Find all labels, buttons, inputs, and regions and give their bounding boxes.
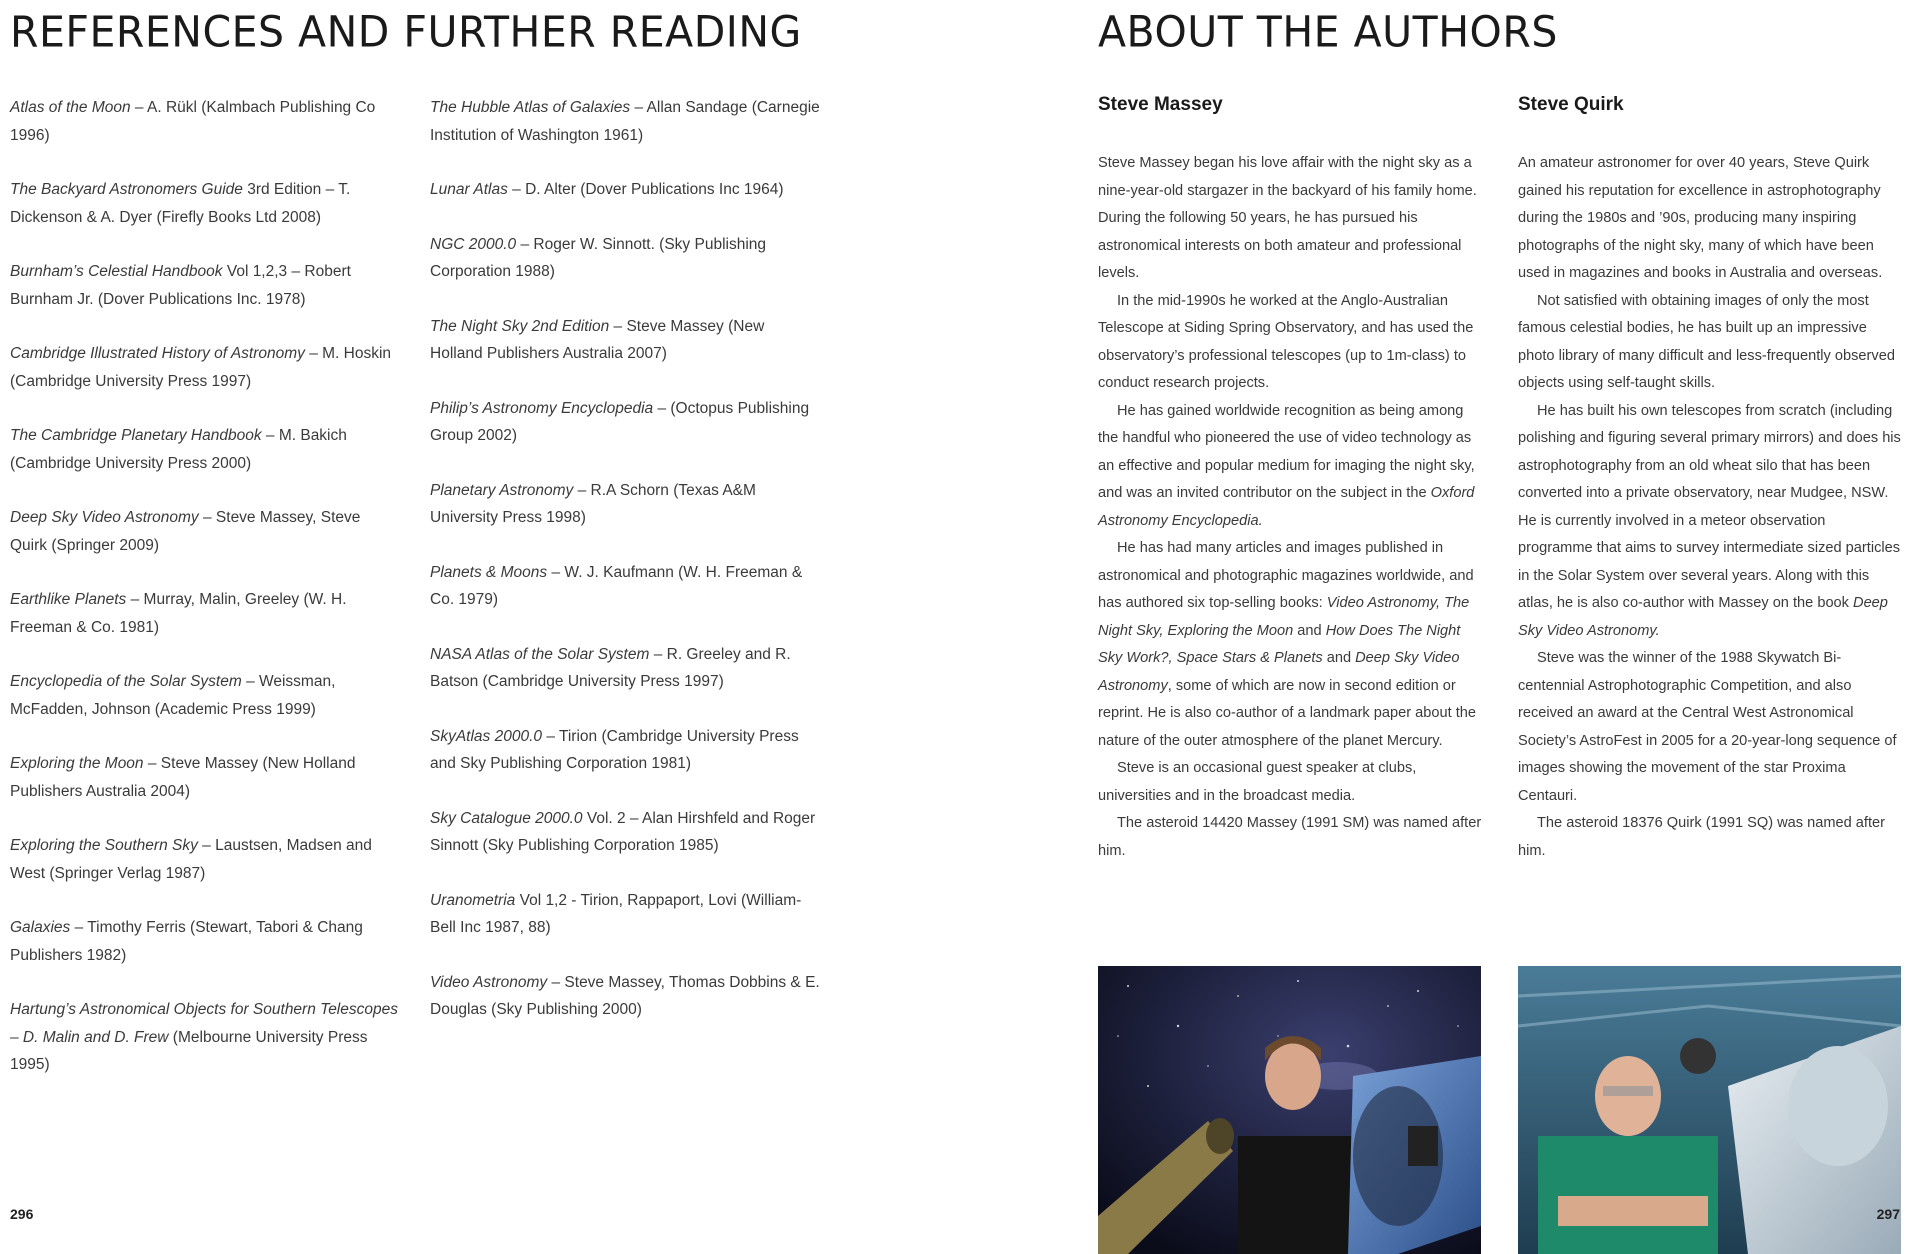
bio-paragraph [1518, 288, 1902, 398]
reference-details: – Allan Sandage (Carnegie Institution of Washington 1961) [430, 99, 820, 144]
reference-entry [430, 231, 820, 286]
bio-paragraph [1098, 398, 1482, 536]
references-column-2 [430, 94, 820, 1051]
telescope-portrait-image [1098, 966, 1481, 1254]
reference-details: – W. J. Kaufmann (W. H. Freeman & Co. 1979) [430, 563, 803, 608]
reference-title: The Night Sky 2nd Edition [430, 317, 610, 335]
reference-entry [430, 395, 820, 450]
left-page [0, 0, 960, 1238]
reference-title: Philip’s Astronomy Encyclopedia [430, 399, 654, 417]
reference-entry [10, 832, 400, 887]
reference-title: NGC 2000.0 [430, 235, 517, 253]
reference-details: – Steve Massey (New Holland Publishers Australia 2007) [430, 317, 765, 362]
bio-text: He has had many articles and images published in astronomical and photographic magazines worldwide, and has authored six top-selling books: [1098, 540, 1474, 611]
bio-paragraph [1518, 810, 1902, 865]
author-column-massey [1098, 94, 1482, 865]
bio-text: He has built his own telescopes from scratch (including polishing and figuring several primary mirrors) and does his astrophotography from an old wheat silo that has been converted into a private observatory, near Mudgee, NSW. He is currently involved in a meteor observation programme that aims to survey intermediate sized particles in the Solar System over several years. Along with this atlas, he is also co-author with Massey on the book [1518, 402, 1901, 611]
reference-details: Vol 1,2,3 – Robert Burnham Jr. (Dover Publications Inc. 1978) [10, 263, 351, 308]
bio-text: , some of which are now in second edition or reprint. He is also co-author of a landmark paper about the nature of the outer atmosphere of the planet Mercury. [1098, 677, 1477, 749]
reference-entry [10, 258, 400, 313]
author-name: Steve Quirk [1518, 94, 1624, 115]
reference-details: Vol 1,2 - Tirion, Rappaport, Lovi (William-Bell Inc 1987, 88) [430, 891, 802, 936]
reference-details: – M. Bakich (Cambridge University Press 2000) [10, 427, 347, 472]
bio-paragraph [1518, 150, 1902, 288]
reference-title: NASA Atlas of the Solar System [430, 645, 650, 663]
reference-title: Uranometria [430, 891, 516, 909]
reference-entry [10, 996, 400, 1079]
reference-entry [10, 176, 400, 231]
reference-entry [10, 94, 400, 149]
page-number-left: 296 [10, 1206, 34, 1222]
page-number-right: 297 [1876, 1206, 1900, 1222]
reference-entry [10, 668, 400, 723]
bio-text: The asteroid 14420 Massey (1991 SM) was named after him. [1098, 815, 1482, 859]
reference-title: Deep Sky Video Astronomy [10, 509, 199, 526]
reference-title: Earthlike Planets [10, 591, 127, 608]
bio-text: An amateur astronomer for over 40 years, Steve Quirk gained his reputation for excellence in astrophotography during the 1980s and ’90s, producing many inspiring photographs of the night sky, many of which have been used in magazines and books in Australia and overseas. [1518, 155, 1883, 281]
reference-details: – (Octopus Publishing Group 2002) [430, 399, 810, 444]
reference-title: Sky Catalogue 2000.0 [430, 809, 583, 827]
reference-details: – Steve Massey, Steve Quirk (Springer 2009) [10, 509, 361, 554]
reference-entry [430, 313, 820, 368]
reference-entry [10, 750, 400, 805]
bio-text: The asteroid 18376 Quirk (1991 SQ) was named after him. [1518, 815, 1885, 859]
bio-paragraph [1098, 150, 1482, 288]
reference-details: – Steve Massey (New Holland Publishers Australia 2004) [10, 755, 356, 800]
reference-entry [10, 340, 400, 395]
reference-entry [10, 586, 400, 641]
bio-paragraph [1518, 645, 1902, 810]
bio-text: and [1293, 622, 1326, 639]
reference-details: 3rd Edition – T. Dickenson & A. Dyer (Firefly Books Ltd 2008) [10, 181, 351, 226]
reference-details: – D. Alter (Dover Publications Inc 1964) [507, 181, 784, 198]
reference-title: Exploring the Southern Sky [10, 837, 198, 854]
reference-details: – R.A Schorn (Texas A&M University Press 1998) [430, 481, 756, 526]
reference-title: Lunar Atlas [430, 181, 508, 198]
reference-title: Hartung’s Astronomical Objects for Southern Telescopes – D. Malin and D. Frew [10, 1001, 398, 1046]
reference-details: – Roger W. Sinnott. (Sky Publishing Corporation 1988) [430, 235, 767, 280]
references-heading: REFERENCES AND FURTHER READING [10, 6, 802, 58]
reference-entry [430, 641, 820, 696]
reference-title: Encyclopedia of the Solar System [10, 673, 242, 690]
bio-italic-text: Deep Sky Video Astronomy. [1518, 595, 1888, 639]
reference-title: The Cambridge Planetary Handbook [10, 427, 262, 444]
bio-italic-text: Deep Sky Video Astronomy [1098, 650, 1460, 694]
bio-italic-text: How Does The Night Sky Work?, Space Stars & Planets [1098, 622, 1461, 666]
observatory-portrait-image [1518, 966, 1901, 1254]
author-photo-quirk [1518, 966, 1901, 1254]
reference-title: Video Astronomy [430, 973, 548, 991]
reference-details: – Weissman, McFadden, Johnson (Academic Press 1999) [10, 673, 336, 718]
reference-details: – Steve Massey, Thomas Dobbins & E. Douglas (Sky Publishing 2000) [430, 973, 820, 1018]
reference-title: Galaxies [10, 919, 71, 936]
reference-entry [430, 723, 820, 778]
reference-details: – Timothy Ferris (Stewart, Tabori & Chang Publishers 1982) [10, 919, 363, 964]
author-bio [1098, 150, 1482, 865]
reference-entry [430, 176, 820, 204]
reference-title: Burnham’s Celestial Handbook [10, 263, 223, 280]
reference-title: The Backyard Astronomers Guide [10, 181, 243, 198]
bio-paragraph [1098, 288, 1482, 398]
reference-details: – M. Hoskin (Cambridge University Press 1997) [10, 345, 392, 390]
reference-entry [430, 969, 820, 1024]
reference-title: Exploring the Moon [10, 755, 144, 772]
reference-entry [430, 559, 820, 614]
reference-details: – Tirion (Cambridge University Press and Sky Publishing Corporation 1981) [430, 727, 799, 772]
bio-paragraph [1518, 398, 1902, 646]
references-column-1 [10, 94, 400, 1106]
bio-text: He has gained worldwide recognition as being among the handful who pioneered the use of video technology as an effective and popular medium for imaging the night sky, and was an invited contributor on the subject in the [1098, 402, 1475, 501]
bio-text: Steve is an occasional guest speaker at clubs, universities and in the broadcast media. [1098, 760, 1417, 804]
author-column-quirk [1518, 94, 1902, 865]
reference-details: – Murray, Malin, Greeley (W. H. Freeman & Co. 1981) [10, 591, 347, 636]
reference-entry [430, 94, 820, 149]
reference-details: Vol. 2 – Alan Hirshfeld and Roger Sinnott (Sky Publishing Corporation 1985) [430, 809, 816, 854]
reference-details: – A. Rükl (Kalmbach Publishing Co 1996) [10, 99, 376, 144]
author-bio [1518, 150, 1902, 865]
reference-title: Atlas of the Moon [10, 99, 131, 116]
author-name: Steve Massey [1098, 94, 1223, 115]
bio-paragraph [1098, 810, 1482, 865]
reference-details: – Laustsen, Madsen and West (Springer Verlag 1987) [10, 837, 372, 882]
bio-text: In the mid-1990s he worked at the Anglo-Australian Telescope at Siding Spring Observatory, and has used the observatory’s professional telescopes (up to 1m-class) to conduct research projects. [1098, 292, 1474, 391]
reference-title: SkyAtlas 2000.0 [430, 727, 543, 745]
reference-title: Planets & Moons [430, 563, 548, 581]
reference-title: Planetary Astronomy [430, 481, 574, 499]
reference-details: – R. Greeley and R. Batson (Cambridge University Press 1997) [430, 645, 791, 690]
authors-heading: ABOUT THE AUTHORS [1098, 6, 1558, 58]
bio-paragraph [1098, 535, 1482, 755]
bio-paragraph [1098, 755, 1482, 810]
bio-italic-text: Oxford Astronomy Encyclopedia. [1098, 485, 1475, 529]
reference-entry [10, 504, 400, 559]
reference-title: Cambridge Illustrated History of Astronomy [10, 345, 305, 362]
bio-text: Steve was the winner of the 1988 Skywatch Bi-centennial Astrophotographic Competition, and also received an award at the Central West Astronomical Society’s AstroFest in 2005 for a 20-year-long sequence of images showing the movement of the star Proxima Centauri. [1518, 650, 1897, 804]
reference-entry [10, 914, 400, 969]
bio-text: Not satisfied with obtaining images of only the most famous celestial bodies, he has built up an impressive photo library of many difficult and less-frequently observed objects using self-taught skills. [1518, 292, 1895, 391]
reference-details: (Melbourne University Press 1995) [10, 1028, 368, 1073]
bio-text: Steve Massey began his love affair with the night sky as a nine-year-old stargazer in the backyard of his family home. During the following 50 years, he has pursued his astronomical interests on both amateur and professional levels. [1098, 155, 1477, 281]
reference-entry [10, 422, 400, 477]
reference-title: The Hubble Atlas of Galaxies [430, 99, 631, 116]
reference-entry [430, 887, 820, 942]
reference-entry [430, 477, 820, 532]
right-page [1098, 0, 1920, 1238]
author-photo-massey [1098, 966, 1481, 1254]
reference-entry [430, 805, 820, 860]
bio-text: and [1322, 650, 1356, 666]
bio-italic-text: Video Astronomy, The Night Sky, Exploring the Moon [1098, 595, 1470, 639]
